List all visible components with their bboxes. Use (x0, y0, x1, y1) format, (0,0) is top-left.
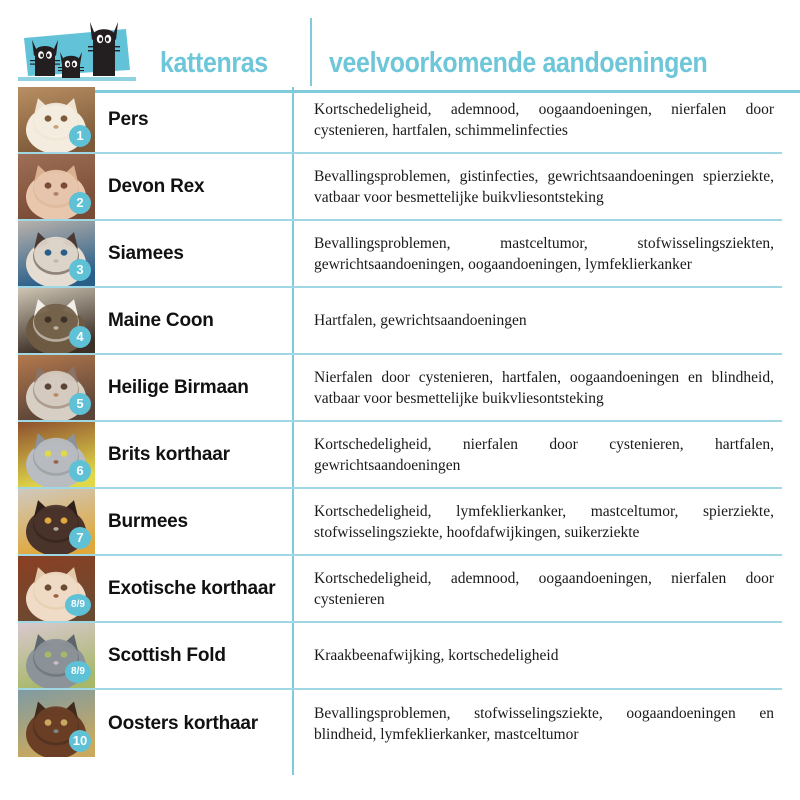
breed-photo-thumbnail[interactable] (18, 87, 95, 152)
breed-photo-thumbnail[interactable] (18, 690, 95, 757)
rank-badge: 5 (69, 393, 91, 415)
breed-cell (18, 288, 292, 353)
conditions-cell (292, 87, 782, 152)
breed-photo-thumbnail[interactable] (18, 422, 95, 487)
breed-conditions-table (18, 87, 782, 757)
rank-badge: 3 (69, 259, 91, 281)
column-header-conditions: veelvoorkomende aandoeningen (329, 47, 708, 79)
conditions-cell (292, 422, 782, 487)
breed-cell (18, 221, 292, 286)
breed-name: Scottish Fold (108, 644, 226, 666)
column-header-breed: kattenras (160, 47, 268, 79)
breed-name: Brits korthaar (108, 443, 230, 465)
header-column-titles (144, 6, 782, 84)
table-row (18, 556, 782, 623)
breed-name: Heilige Birmaan (108, 376, 249, 398)
conditions-text: Hartfalen, gewrichtsaandoeningen (314, 312, 527, 329)
table-row (18, 154, 782, 221)
breed-cell (18, 422, 292, 487)
conditions-text: Kortschedeligheid, ademnood, oogaandoeningen, nierfalen door cystenieren (314, 569, 774, 608)
header-column-divider (310, 18, 312, 86)
rank-badge: 7 (69, 527, 91, 549)
breed-name: Pers (108, 108, 149, 130)
rank-badge: 6 (69, 460, 91, 482)
breed-photo-thumbnail[interactable] (18, 355, 95, 420)
table-row (18, 221, 782, 288)
rank-badge: 2 (69, 192, 91, 214)
breed-cell (18, 690, 292, 757)
conditions-cell (292, 288, 782, 353)
table-row (18, 422, 782, 489)
conditions-cell (292, 556, 782, 621)
conditions-cell (292, 154, 782, 219)
table-row (18, 355, 782, 422)
table-header (18, 6, 782, 84)
breed-photo-thumbnail[interactable] (18, 623, 95, 688)
breed-cell (18, 556, 292, 621)
breed-photo-thumbnail[interactable] (18, 556, 95, 621)
rank-badge: 10 (69, 730, 91, 752)
conditions-text: Kortschedeligheid, nierfalen door cystenieren, hartfalen, gewrichtsaandoeningen (314, 435, 774, 474)
breed-name: Devon Rex (108, 175, 205, 197)
breed-name: Burmees (108, 510, 188, 532)
conditions-cell (292, 623, 782, 688)
table-row (18, 288, 782, 355)
conditions-cell (292, 489, 782, 554)
breed-cell (18, 87, 292, 152)
breed-photo-thumbnail[interactable] (18, 288, 95, 353)
rank-badge: 4 (69, 326, 91, 348)
breed-photo-thumbnail[interactable] (18, 489, 95, 554)
conditions-text: Bevallingsproblemen, gistinfecties, gewrichtsaandoeningen spierziekte, vatbaar voor besmettelijke buikvliesontsteking (314, 167, 774, 206)
breed-cell (18, 623, 292, 688)
breed-cell (18, 489, 292, 554)
breed-cell (18, 154, 292, 219)
conditions-text: Kortschedeligheid, ademnood, oogaandoeningen, nierfalen door cystenieren, hartfalen, schimmelinfecties (314, 100, 774, 139)
conditions-cell (292, 690, 782, 757)
table-row (18, 623, 782, 690)
rank-badge: 1 (69, 125, 91, 147)
table-row (18, 690, 782, 757)
rank-badge: 8/9 (65, 594, 91, 616)
table-row (18, 87, 782, 154)
conditions-cell (292, 355, 782, 420)
conditions-text: Nierfalen door cystenieren, hartfalen, oogaandoeningen en blindheid, vatbaar voor besmettelijke buikvliesontsteking (314, 368, 774, 407)
conditions-text: Kraakbeenafwijking, kortschedeligheid (314, 647, 559, 664)
breed-name: Maine Coon (108, 309, 214, 331)
conditions-text: Kortschedeligheid, lymfeklierkanker, mastceltumor, spierziekte, stofwisselingsziekte, hoofdafwijkingen, suikerziekte (314, 502, 774, 541)
rank-badge: 8/9 (65, 661, 91, 683)
breed-name: Siamees (108, 242, 184, 264)
conditions-text: Bevallingsproblemen, mastceltumor, stofwisselingsziekten, gewrichtsaandoeningen, oogaandoeningen, lymfeklierkanker (314, 234, 774, 273)
breed-cell (18, 355, 292, 420)
breed-photo-thumbnail[interactable] (18, 154, 95, 219)
table-row (18, 489, 782, 556)
conditions-cell (292, 221, 782, 286)
breed-photo-thumbnail[interactable] (18, 221, 95, 286)
conditions-text: Bevallingsproblemen, stofwisselingsziekte, oogaandoeningen en blindheid, lymfeklierkanker, mastceltumor (314, 704, 774, 743)
breed-name: Oosters korthaar (108, 712, 258, 734)
breed-name: Exotische korthaar (108, 577, 276, 599)
three-cats-logo-icon (18, 10, 136, 84)
